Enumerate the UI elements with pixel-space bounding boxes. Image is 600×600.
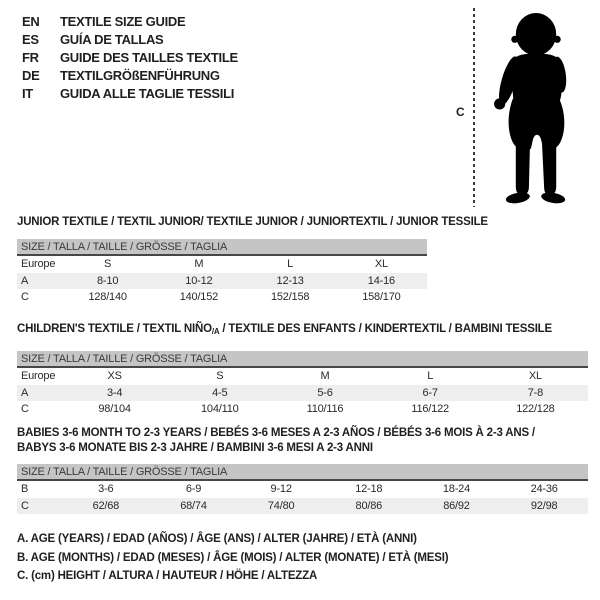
children-age-row [17, 385, 588, 402]
children-age-cell: 7-8 [483, 385, 588, 402]
junior-height-cell: 128/140 [88, 291, 127, 304]
children-height-cell: 122/128 [516, 403, 555, 416]
children-col-xs: XS [107, 370, 122, 383]
junior-height-cell: 152/158 [270, 291, 310, 304]
language-label: TEXTILE SIZE GUIDE [60, 13, 186, 29]
junior-age-row [17, 273, 427, 290]
children-col-l: L [427, 370, 434, 383]
junior-age-cell: 12-13 [245, 273, 336, 290]
junior-size-header-bar: SIZE / TALLA / TAILLE / GRÖSSE / TAGLIA [17, 239, 427, 256]
children-columns-row [17, 368, 588, 385]
junior-col-l: L [287, 258, 294, 271]
babies-months-row-label: B [21, 483, 29, 496]
junior-col-europe: Europe [21, 258, 56, 271]
language-code: FR [22, 49, 39, 65]
children-section-title [17, 322, 552, 339]
babies-months-cell: 18-24 [442, 483, 471, 496]
baby-figure-block [440, 0, 600, 215]
children-size-header-bar: SIZE / TALLA / TAILLE / GRÖSSE / TAGLIA [17, 351, 588, 368]
children-table [17, 351, 588, 418]
children-height-cell: 116/122 [411, 403, 449, 416]
junior-height-row-label: C [21, 291, 29, 304]
footnote-a: A. AGE (YEARS) / EDAD (AÑOS) / ÂGE (ANS) / ALTER (JAHRE) / ETÀ (ANNI) [17, 533, 417, 545]
babies-height-row [17, 498, 588, 515]
footnote-b: B. AGE (MONTHS) / EDAD (MESES) / ÂGE (MOIS) / ALTER (MONATE) / ETÀ (MESI) [17, 551, 449, 564]
children-title-pre: CHILDREN'S TEXTILE / TEXTIL NIÑO [17, 323, 212, 335]
language-code: ES [22, 31, 39, 47]
height-dashed-line [473, 8, 475, 207]
children-title-post: / TEXTILE DES ENFANTS / KINDERTEXTIL / BAMBINI TESSILE [219, 323, 552, 335]
junior-age-cell: 14-16 [336, 273, 427, 290]
children-title-subscript: /A [211, 327, 220, 336]
babies-months-cell: 9-12 [270, 483, 292, 496]
children-height-row-label: C [21, 403, 29, 416]
language-label: GUÍA DE TALLAS [60, 31, 164, 47]
children-age-row-label: A [17, 385, 62, 402]
language-label: TEXTILGRÖßENFÜHRUNG [60, 67, 220, 83]
babies-title-line2: BABYS 3-6 MONATE BIS 2-3 JAHRE / BAMBINI 3-6 MESI A 2-3 ANNI [17, 442, 373, 454]
children-col-xl: XL [528, 370, 542, 383]
children-height-cell: 98/104 [98, 403, 131, 416]
babies-months-cell: 24-36 [530, 483, 558, 496]
junior-height-row [17, 289, 427, 306]
language-row-en [22, 12, 238, 30]
language-row-es [22, 30, 238, 48]
footnotes [17, 530, 448, 586]
children-height-row [17, 401, 588, 418]
children-col-s: S [216, 370, 224, 383]
babies-size-header-bar: SIZE / TALLA / TAILLE / GRÖSSE / TAGLIA [17, 464, 588, 481]
junior-section-title: JUNIOR TEXTILE / TEXTIL JUNIOR/ TEXTILE JUNIOR / JUNIORTEXTIL / JUNIOR TESSILE [17, 216, 488, 228]
language-code: EN [22, 13, 40, 29]
children-age-cell: 3-4 [62, 385, 167, 402]
babies-months-cell: 12-18 [355, 483, 383, 496]
height-measure-label: C [456, 105, 465, 119]
footnote-c: C. (cm) HEIGHT / ALTURA / HAUTEUR / HÖHE / ALTEZZA [17, 570, 318, 582]
babies-height-row-label: C [17, 498, 62, 515]
baby-silhouette-icon [480, 8, 590, 206]
junior-table [17, 239, 427, 306]
junior-age-cell: 10-12 [153, 273, 244, 290]
babies-height-cell: 62/68 [62, 498, 150, 515]
junior-age-row-label: A [17, 273, 62, 290]
language-list [22, 12, 238, 102]
children-age-cell: 5-6 [272, 385, 377, 402]
language-label: GUIDA ALLE TAGLIE TESSILI [60, 85, 235, 101]
children-height-cell: 110/116 [306, 403, 344, 416]
children-age-cell: 6-7 [378, 385, 483, 402]
junior-height-cell: 158/170 [362, 291, 401, 304]
language-row-fr [22, 48, 238, 66]
children-col-europe: Europe [21, 370, 56, 383]
children-col-m: M [320, 370, 330, 383]
babies-height-cell: 74/80 [237, 498, 325, 515]
babies-months-cell: 3-6 [98, 483, 114, 496]
children-age-cell: 4-5 [167, 385, 272, 402]
language-label: GUIDE DES TAILLES TEXTILE [60, 49, 238, 65]
junior-col-m: M [194, 258, 204, 271]
babies-months-row [17, 481, 588, 498]
babies-section-title [17, 426, 535, 456]
babies-height-cell: 92/98 [500, 498, 588, 515]
babies-height-cell: 86/92 [413, 498, 501, 515]
language-code: IT [22, 85, 33, 101]
babies-table [17, 464, 588, 514]
babies-height-cell: 68/74 [150, 498, 238, 515]
babies-height-cell: 80/86 [325, 498, 413, 515]
children-height-cell: 104/110 [201, 403, 239, 416]
language-row-de [22, 66, 238, 84]
language-row-it [22, 84, 238, 102]
language-code: DE [22, 67, 40, 83]
babies-months-cell: 6-9 [185, 483, 202, 496]
junior-age-cell: 8-10 [62, 273, 153, 290]
junior-col-s: S [104, 258, 112, 271]
junior-columns-row [17, 256, 427, 273]
babies-title-line1: BABIES 3-6 MONTH TO 2-3 YEARS / BEBÉS 3-6 MESES A 2-3 AÑOS / BÉBÉS 3-6 MOIS À 2-3 ANS / [17, 427, 535, 439]
junior-height-cell: 140/152 [179, 291, 219, 304]
junior-col-xl: XL [374, 258, 388, 271]
